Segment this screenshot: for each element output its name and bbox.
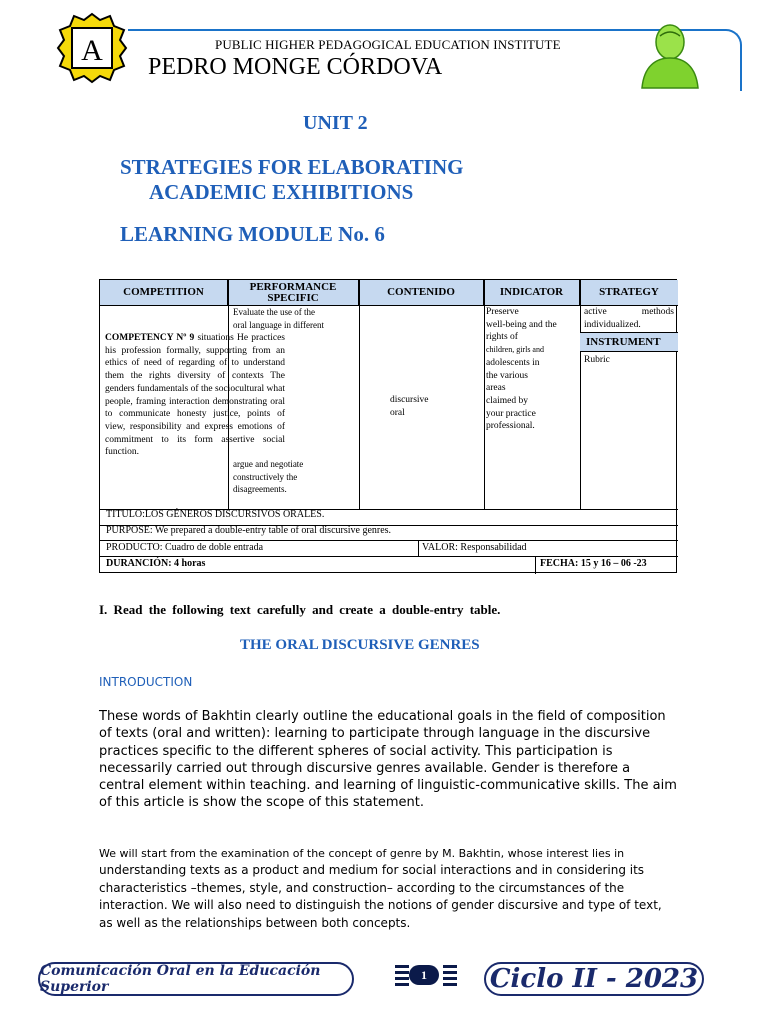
performance-line: oral language in different (233, 319, 325, 330)
header-performance-line1: PERFORMANCE (249, 280, 337, 293)
intro-heading: INTRODUCTION (99, 675, 193, 689)
indicator-line: Preserve (486, 307, 519, 317)
contenido-line1: discursive (390, 395, 429, 405)
competency-table (99, 279, 677, 573)
header-contenido: CONTENIDO (359, 280, 484, 306)
section-title: THE ORAL DISCURSIVE GENRES (240, 637, 480, 653)
performance-line: argue and negotiate (233, 459, 304, 469)
strategy-title-line2: ACADEMIC EXHIBITIONS (149, 180, 414, 204)
competency-title: COMPETENCY Nº 9 (105, 333, 195, 343)
instrument-value: Rubric (584, 355, 610, 365)
indicator-line: your practice (486, 408, 536, 419)
indicator-line: areas (486, 383, 506, 394)
competency-text: situations He practices his profession formally, supporting from an ethics of need of regarding of to understand them the rights diversity of contexts The genders fundamentals of the sociocultural what people, framing interaction demonstrating oral to communicate honesty justice, points of view, responsibility and express emotions of commitment to its form assertive social function. (105, 333, 285, 458)
strategy-text: active methods individualized. (584, 307, 674, 330)
header-instrument: INSTRUMENT (580, 332, 678, 352)
valor-cell: VALOR: Responsabilidad (422, 542, 527, 553)
performance-line: disagreements. (233, 484, 287, 495)
purpose-row: PURPOSE: We prepared a double-entry table of oral discursive genres. (106, 525, 392, 536)
institute-line: PUBLIC HIGHER PEDAGOGICAL EDUCATION INSTITUTE (215, 37, 561, 52)
header-competition: COMPETITION (100, 280, 228, 306)
performance-line: constructively the (233, 471, 298, 482)
indicator-line: claimed by (486, 395, 528, 406)
indicator-line: children, girls and (486, 345, 544, 355)
page-number: 1 (409, 965, 439, 985)
module-title: LEARNING MODULE No. 6 (120, 222, 385, 246)
header-performance-line2: SPECIFIC (267, 291, 319, 304)
indicator-line: the various (486, 370, 528, 381)
institute-name: PEDRO MONGE CÓRDOVA (148, 54, 443, 80)
header-indicator: INDICATOR (484, 280, 580, 306)
producto-cell: PRODUCTO: Cuadro de doble entrada (106, 542, 264, 553)
performance-cell (233, 306, 353, 331)
footer-cycle: Ciclo II - 2023 (484, 962, 704, 996)
performance-line: Evaluate the use of the (233, 307, 315, 317)
institute-logo (56, 12, 128, 84)
competency-cell (105, 332, 285, 459)
paragraph-2 (99, 845, 671, 932)
header-strategy: STRATEGY (580, 280, 678, 306)
duracion-cell: DURANCIÓN: 4 horas (106, 558, 206, 569)
portrait-illustration (632, 14, 708, 90)
paragraph-2-first-line: We will start from the examination of the concept of genre by M. Bakhtin, whose interest lies in (99, 847, 625, 860)
instruction: I. Read the following text carefully and create a double-entry table. (99, 602, 501, 617)
indicator-line: professional. (486, 421, 535, 432)
indicator-line: rights of (486, 332, 518, 343)
performance-end (233, 458, 353, 496)
indicator-line: adolescents in (486, 357, 540, 368)
logo-letter: A (81, 34, 103, 67)
strategy-title-line1: STRATEGIES FOR ELABORATING (120, 155, 464, 179)
titulo-row: TITULO:LOS GÉNEROS DISCURSIVOS ORALES. (106, 509, 325, 520)
paragraph-2-rest: understanding texts as a product and medium for social interactions and in considering its characteristics –themes, style, and construction– according to the circumstances of the interaction. We will also need to distinguish the notions of gender discursive and type of text, as well as the relationships between both concepts. (99, 863, 662, 930)
fecha-cell: FECHA: 15 y 16 – 06 -23 (540, 558, 647, 569)
unit-title: UNIT 2 (303, 112, 368, 134)
footer-course: Comunicación Oral en la Educación Superior (38, 962, 354, 996)
header-performance (228, 280, 359, 306)
paragraph-1: These words of Bakhtin clearly outline the educational goals in the field of composition of texts (oral and written): learning to participate through language in the discursive practices specific to the different spheres of social activity. This participation is necessarily carried out through discursive genres available. Gender is therefore a central element within teaching. and learning of linguistic-communicative skills. The aim of this article is show the scope of this statement. (99, 709, 677, 811)
indicator-line: well-being and the (486, 319, 557, 330)
indicator-cell (486, 306, 578, 433)
contenido-line2: oral (390, 408, 405, 418)
